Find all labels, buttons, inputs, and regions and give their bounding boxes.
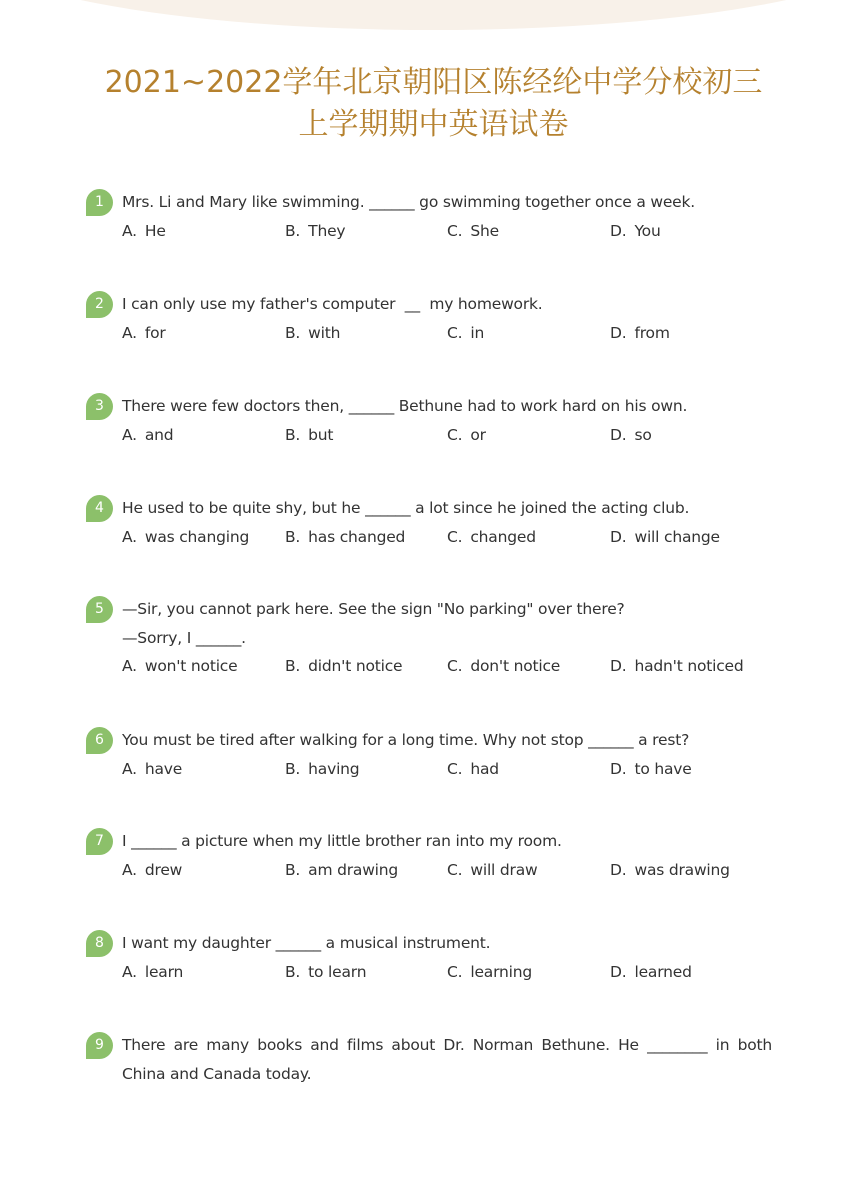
question-stem: You must be tired after walking for a long time. Why not stop ______ a rest?: [122, 731, 690, 749]
option-d[interactable]: D. was drawing: [610, 861, 730, 879]
option-d[interactable]: D. from: [610, 324, 670, 342]
option-c[interactable]: C. changed: [447, 528, 536, 546]
title-line-2: 上学期期中英语试卷: [298, 107, 569, 142]
question-number-badge: 9: [86, 1032, 113, 1059]
option-c[interactable]: C. She: [447, 222, 499, 240]
option-list: [122, 523, 782, 552]
option-d[interactable]: D. so: [610, 426, 652, 444]
option-c[interactable]: C. in: [447, 324, 485, 342]
option-list: [122, 319, 782, 348]
question-stem: I can only use my father's computer __ my homework.: [122, 295, 543, 313]
option-b[interactable]: B. They: [285, 222, 346, 240]
option-c[interactable]: C. or: [447, 426, 486, 444]
option-d[interactable]: D. to have: [610, 760, 692, 778]
option-a[interactable]: A. drew: [122, 861, 183, 879]
option-b[interactable]: B. didn't notice: [285, 657, 403, 675]
question-number-badge: 1: [86, 189, 113, 216]
option-c[interactable]: C. don't notice: [447, 657, 561, 675]
option-c[interactable]: C. had: [447, 760, 499, 778]
option-d[interactable]: D. learned: [610, 963, 692, 981]
question-number-badge: 4: [86, 495, 113, 522]
option-b[interactable]: B. with: [285, 324, 341, 342]
option-a[interactable]: A. and: [122, 426, 174, 444]
option-c[interactable]: C. will draw: [447, 861, 538, 879]
option-b[interactable]: B. has changed: [285, 528, 406, 546]
question-stem: I ______ a picture when my little brother ran into my room.: [122, 832, 562, 850]
question-number-badge: 8: [86, 930, 113, 957]
question-stem: I want my daughter ______ a musical instrument.: [122, 934, 491, 952]
question-number-badge: 3: [86, 393, 113, 420]
option-a[interactable]: A. for: [122, 324, 166, 342]
question-stem: There were few doctors then, ______ Bethune had to work hard on his own.: [122, 397, 688, 415]
option-d[interactable]: D. You: [610, 222, 661, 240]
option-list: [122, 755, 782, 784]
question-number-badge: 6: [86, 727, 113, 754]
page-title: [0, 62, 867, 146]
option-a[interactable]: A. was changing: [122, 528, 250, 546]
question-number-badge: 7: [86, 828, 113, 855]
option-a[interactable]: A. learn: [122, 963, 184, 981]
question-number-badge: 2: [86, 291, 113, 318]
option-a[interactable]: A. He: [122, 222, 166, 240]
option-a[interactable]: A. won't notice: [122, 657, 238, 675]
option-c[interactable]: C. learning: [447, 963, 532, 981]
question-stem: —Sir, you cannot park here. See the sign "No parking" over there? —Sorry, I ______.: [122, 600, 625, 647]
option-list: [122, 421, 782, 450]
option-b[interactable]: B. but: [285, 426, 334, 444]
question-stem: He used to be quite shy, but he ______ a lot since he joined the acting club.: [122, 499, 690, 517]
option-a[interactable]: A. have: [122, 760, 183, 778]
option-d[interactable]: D. will change: [610, 528, 720, 546]
question-stem: There are many books and films about Dr. Norman Bethune. He ________ in both China and Canada today.: [122, 1036, 777, 1083]
option-list: [122, 856, 782, 885]
option-list: [122, 217, 782, 246]
question-stem: Mrs. Li and Mary like swimming. ______ go swimming together once a week.: [122, 193, 696, 211]
option-list: [122, 958, 782, 987]
option-d[interactable]: D. hadn't noticed: [610, 657, 744, 675]
question-number-badge: 5: [86, 596, 113, 623]
option-b[interactable]: B. having: [285, 760, 360, 778]
title-line-1: 2021~2022学年北京朝阳区陈经纶中学分校初三: [104, 65, 763, 100]
option-b[interactable]: B. am drawing: [285, 861, 399, 879]
option-b[interactable]: B. to learn: [285, 963, 367, 981]
header-banner: [0, 0, 867, 30]
option-list: [122, 652, 782, 681]
